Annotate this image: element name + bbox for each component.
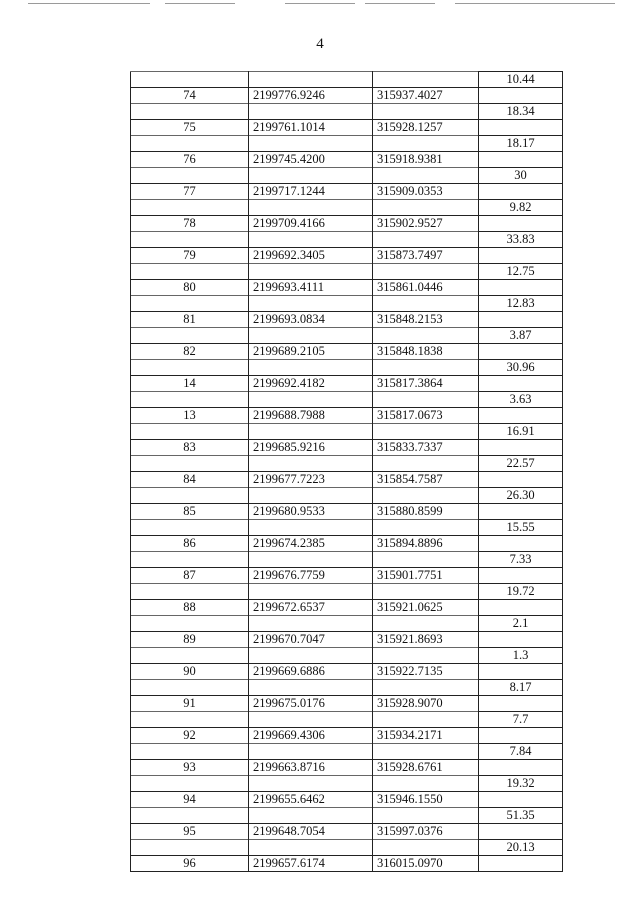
point-number-cell: 83	[131, 440, 249, 456]
empty-cell	[373, 744, 479, 760]
x-coordinate-cell: 2199669.4306	[249, 728, 373, 744]
distance-cell: 22.57	[479, 456, 563, 472]
distance-row	[131, 680, 563, 696]
point-row	[131, 376, 563, 392]
point-number-cell: 74	[131, 88, 249, 104]
empty-cell	[479, 152, 563, 168]
empty-cell	[131, 168, 249, 184]
x-coordinate-cell: 2199689.2105	[249, 344, 373, 360]
empty-cell	[373, 712, 479, 728]
distance-cell: 3.63	[479, 392, 563, 408]
x-coordinate-cell: 2199709.4166	[249, 216, 373, 232]
y-coordinate-cell: 315848.2153	[373, 312, 479, 328]
point-row	[131, 728, 563, 744]
point-number-cell: 87	[131, 568, 249, 584]
y-coordinate-cell: 316015.0970	[373, 856, 479, 872]
empty-cell	[131, 264, 249, 280]
empty-cell	[249, 104, 373, 120]
page-number: 4	[316, 36, 324, 52]
y-coordinate-cell: 315946.1550	[373, 792, 479, 808]
point-number-cell: 77	[131, 184, 249, 200]
x-coordinate-cell: 2199688.7988	[249, 408, 373, 424]
empty-cell	[373, 776, 479, 792]
point-number-cell: 91	[131, 696, 249, 712]
point-number-cell: 86	[131, 536, 249, 552]
empty-cell	[249, 360, 373, 376]
empty-cell	[249, 488, 373, 504]
empty-cell	[249, 808, 373, 824]
point-number-cell: 82	[131, 344, 249, 360]
y-coordinate-cell: 315833.7337	[373, 440, 479, 456]
y-coordinate-cell: 315861.0446	[373, 280, 479, 296]
empty-cell	[249, 776, 373, 792]
distance-row	[131, 840, 563, 856]
point-number-cell: 85	[131, 504, 249, 520]
distance-row	[131, 136, 563, 152]
empty-cell	[373, 648, 479, 664]
point-row	[131, 152, 563, 168]
empty-cell	[131, 392, 249, 408]
distance-cell: 9.82	[479, 200, 563, 216]
empty-cell	[479, 824, 563, 840]
empty-cell	[479, 248, 563, 264]
empty-cell	[249, 392, 373, 408]
empty-cell	[373, 104, 479, 120]
empty-cell	[249, 584, 373, 600]
x-coordinate-cell: 2199692.4182	[249, 376, 373, 392]
empty-cell	[249, 552, 373, 568]
x-coordinate-cell: 2199761.1014	[249, 120, 373, 136]
empty-cell	[249, 72, 373, 88]
scan-edge-line	[28, 3, 150, 4]
distance-row	[131, 520, 563, 536]
distance-row	[131, 584, 563, 600]
y-coordinate-cell: 315934.2171	[373, 728, 479, 744]
distance-cell: 19.32	[479, 776, 563, 792]
point-row	[131, 88, 563, 104]
empty-cell	[249, 168, 373, 184]
empty-cell	[131, 552, 249, 568]
point-row	[131, 792, 563, 808]
distance-cell: 30	[479, 168, 563, 184]
distance-cell: 18.17	[479, 136, 563, 152]
empty-cell	[131, 296, 249, 312]
point-number-cell: 89	[131, 632, 249, 648]
empty-cell	[249, 712, 373, 728]
y-coordinate-cell: 315817.3864	[373, 376, 479, 392]
empty-cell	[373, 520, 479, 536]
scan-edge-line	[455, 3, 615, 4]
x-coordinate-cell: 2199693.0834	[249, 312, 373, 328]
distance-row	[131, 488, 563, 504]
coordinate-table-body	[131, 72, 563, 872]
distance-cell: 10.44	[479, 72, 563, 88]
empty-cell	[373, 328, 479, 344]
empty-cell	[373, 616, 479, 632]
empty-cell	[479, 216, 563, 232]
empty-cell	[131, 744, 249, 760]
empty-cell	[373, 264, 479, 280]
empty-cell	[373, 72, 479, 88]
empty-cell	[131, 456, 249, 472]
point-number-cell: 84	[131, 472, 249, 488]
distance-row	[131, 808, 563, 824]
empty-cell	[373, 488, 479, 504]
distance-row	[131, 744, 563, 760]
empty-cell	[479, 184, 563, 200]
empty-cell	[131, 136, 249, 152]
distance-row	[131, 616, 563, 632]
point-row	[131, 408, 563, 424]
point-number-cell: 81	[131, 312, 249, 328]
empty-cell	[479, 376, 563, 392]
distance-row	[131, 392, 563, 408]
y-coordinate-cell: 315817.0673	[373, 408, 479, 424]
distance-cell: 18.34	[479, 104, 563, 120]
x-coordinate-cell: 2199680.9533	[249, 504, 373, 520]
y-coordinate-cell: 315921.8693	[373, 632, 479, 648]
empty-cell	[479, 280, 563, 296]
empty-cell	[373, 168, 479, 184]
empty-cell	[249, 424, 373, 440]
distance-row	[131, 168, 563, 184]
distance-row	[131, 328, 563, 344]
empty-cell	[131, 104, 249, 120]
x-coordinate-cell: 2199669.6886	[249, 664, 373, 680]
y-coordinate-cell: 315921.0625	[373, 600, 479, 616]
y-coordinate-cell: 315848.1838	[373, 344, 479, 360]
empty-cell	[249, 232, 373, 248]
distance-row	[131, 296, 563, 312]
point-number-cell: 75	[131, 120, 249, 136]
empty-cell	[249, 136, 373, 152]
empty-cell	[249, 264, 373, 280]
empty-cell	[131, 360, 249, 376]
empty-cell	[479, 88, 563, 104]
point-row	[131, 184, 563, 200]
distance-row	[131, 104, 563, 120]
distance-cell: 30.96	[479, 360, 563, 376]
distance-row	[131, 200, 563, 216]
empty-cell	[373, 200, 479, 216]
distance-cell: 20.13	[479, 840, 563, 856]
empty-cell	[131, 520, 249, 536]
point-row	[131, 344, 563, 360]
point-number-cell: 93	[131, 760, 249, 776]
point-row	[131, 696, 563, 712]
distance-cell: 12.75	[479, 264, 563, 280]
point-row	[131, 216, 563, 232]
x-coordinate-cell: 2199663.8716	[249, 760, 373, 776]
point-row	[131, 824, 563, 840]
point-number-cell: 96	[131, 856, 249, 872]
point-number-cell: 13	[131, 408, 249, 424]
distance-cell: 1.3	[479, 648, 563, 664]
point-number-cell: 78	[131, 216, 249, 232]
distance-row	[131, 712, 563, 728]
point-row	[131, 120, 563, 136]
empty-cell	[479, 472, 563, 488]
point-row	[131, 280, 563, 296]
point-number-cell: 79	[131, 248, 249, 264]
point-row	[131, 440, 563, 456]
empty-cell	[249, 328, 373, 344]
empty-cell	[131, 488, 249, 504]
y-coordinate-cell: 315937.4027	[373, 88, 479, 104]
empty-cell	[479, 504, 563, 520]
x-coordinate-cell: 2199776.9246	[249, 88, 373, 104]
distance-row	[131, 648, 563, 664]
empty-cell	[479, 856, 563, 872]
empty-cell	[131, 616, 249, 632]
x-coordinate-cell: 2199685.9216	[249, 440, 373, 456]
empty-cell	[479, 600, 563, 616]
scan-edge-line	[285, 3, 355, 4]
empty-cell	[373, 392, 479, 408]
y-coordinate-cell: 315901.7751	[373, 568, 479, 584]
y-coordinate-cell: 315880.8599	[373, 504, 479, 520]
empty-cell	[479, 344, 563, 360]
x-coordinate-cell: 2199657.6174	[249, 856, 373, 872]
y-coordinate-cell: 315928.9070	[373, 696, 479, 712]
y-coordinate-cell: 315902.9527	[373, 216, 479, 232]
empty-cell	[249, 296, 373, 312]
empty-cell	[479, 760, 563, 776]
y-coordinate-cell: 315928.1257	[373, 120, 479, 136]
empty-cell	[249, 520, 373, 536]
x-coordinate-cell: 2199648.7054	[249, 824, 373, 840]
empty-cell	[479, 312, 563, 328]
distance-cell: 8.17	[479, 680, 563, 696]
point-row	[131, 760, 563, 776]
empty-cell	[479, 696, 563, 712]
point-number-cell: 88	[131, 600, 249, 616]
empty-cell	[249, 616, 373, 632]
empty-cell	[479, 632, 563, 648]
empty-cell	[131, 648, 249, 664]
empty-cell	[131, 424, 249, 440]
empty-cell	[479, 440, 563, 456]
y-coordinate-cell: 315922.7135	[373, 664, 479, 680]
distance-cell: 12.83	[479, 296, 563, 312]
y-coordinate-cell: 315909.0353	[373, 184, 479, 200]
empty-cell	[373, 296, 479, 312]
y-coordinate-cell: 315918.9381	[373, 152, 479, 168]
distance-row	[131, 552, 563, 568]
x-coordinate-cell: 2199670.7047	[249, 632, 373, 648]
empty-cell	[131, 200, 249, 216]
empty-cell	[373, 232, 479, 248]
distance-row	[131, 72, 563, 88]
point-number-cell: 80	[131, 280, 249, 296]
empty-cell	[479, 120, 563, 136]
point-number-cell: 90	[131, 664, 249, 680]
distance-cell: 51.35	[479, 808, 563, 824]
distance-row	[131, 232, 563, 248]
empty-cell	[479, 728, 563, 744]
distance-row	[131, 264, 563, 280]
empty-cell	[479, 408, 563, 424]
point-row	[131, 568, 563, 584]
y-coordinate-cell: 315997.0376	[373, 824, 479, 840]
empty-cell	[131, 680, 249, 696]
point-number-cell: 14	[131, 376, 249, 392]
point-number-cell: 94	[131, 792, 249, 808]
x-coordinate-cell: 2199693.4111	[249, 280, 373, 296]
empty-cell	[131, 72, 249, 88]
distance-row	[131, 456, 563, 472]
x-coordinate-cell: 2199676.7759	[249, 568, 373, 584]
empty-cell	[249, 200, 373, 216]
point-number-cell: 92	[131, 728, 249, 744]
empty-cell	[131, 840, 249, 856]
coordinate-table	[130, 71, 563, 872]
x-coordinate-cell: 2199745.4200	[249, 152, 373, 168]
distance-cell: 15.55	[479, 520, 563, 536]
empty-cell	[373, 808, 479, 824]
distance-cell: 7.7	[479, 712, 563, 728]
empty-cell	[373, 456, 479, 472]
empty-cell	[373, 136, 479, 152]
point-number-cell: 95	[131, 824, 249, 840]
distance-row	[131, 776, 563, 792]
distance-cell: 33.83	[479, 232, 563, 248]
empty-cell	[249, 680, 373, 696]
x-coordinate-cell: 2199692.3405	[249, 248, 373, 264]
x-coordinate-cell: 2199672.6537	[249, 600, 373, 616]
empty-cell	[131, 808, 249, 824]
distance-cell: 3.87	[479, 328, 563, 344]
empty-cell	[131, 232, 249, 248]
empty-cell	[249, 744, 373, 760]
point-row	[131, 856, 563, 872]
point-row	[131, 536, 563, 552]
empty-cell	[131, 712, 249, 728]
x-coordinate-cell: 2199675.0176	[249, 696, 373, 712]
y-coordinate-cell: 315928.6761	[373, 760, 479, 776]
empty-cell	[373, 424, 479, 440]
scan-edge-line	[165, 3, 235, 4]
scan-edge-line	[365, 3, 435, 4]
empty-cell	[373, 680, 479, 696]
point-row	[131, 664, 563, 680]
distance-cell: 7.33	[479, 552, 563, 568]
point-row	[131, 312, 563, 328]
point-number-cell: 76	[131, 152, 249, 168]
y-coordinate-cell: 315894.8896	[373, 536, 479, 552]
empty-cell	[373, 552, 479, 568]
empty-cell	[131, 776, 249, 792]
empty-cell	[479, 568, 563, 584]
distance-cell: 26.30	[479, 488, 563, 504]
empty-cell	[249, 456, 373, 472]
empty-cell	[373, 360, 479, 376]
empty-cell	[249, 648, 373, 664]
empty-cell	[373, 584, 479, 600]
x-coordinate-cell: 2199674.2385	[249, 536, 373, 552]
distance-cell: 2.1	[479, 616, 563, 632]
distance-cell: 16.91	[479, 424, 563, 440]
y-coordinate-cell: 315873.7497	[373, 248, 479, 264]
distance-cell: 19.72	[479, 584, 563, 600]
distance-cell: 7.84	[479, 744, 563, 760]
point-row	[131, 472, 563, 488]
point-row	[131, 632, 563, 648]
empty-cell	[131, 584, 249, 600]
empty-cell	[373, 840, 479, 856]
empty-cell	[249, 840, 373, 856]
distance-row	[131, 424, 563, 440]
empty-cell	[131, 328, 249, 344]
empty-cell	[479, 792, 563, 808]
x-coordinate-cell: 2199677.7223	[249, 472, 373, 488]
point-row	[131, 600, 563, 616]
empty-cell	[479, 664, 563, 680]
point-row	[131, 248, 563, 264]
x-coordinate-cell: 2199717.1244	[249, 184, 373, 200]
distance-row	[131, 360, 563, 376]
point-row	[131, 504, 563, 520]
x-coordinate-cell: 2199655.6462	[249, 792, 373, 808]
empty-cell	[479, 536, 563, 552]
y-coordinate-cell: 315854.7587	[373, 472, 479, 488]
